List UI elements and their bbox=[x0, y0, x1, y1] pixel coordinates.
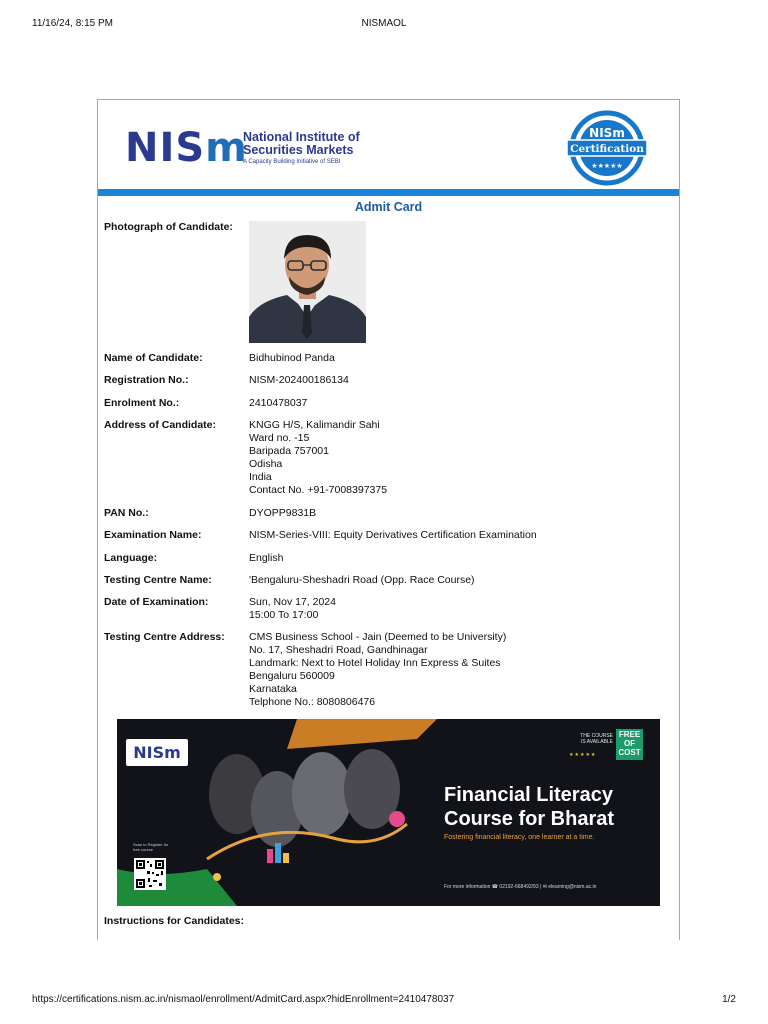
admit-card bbox=[97, 99, 680, 940]
exam-label: Examination Name: bbox=[104, 529, 202, 541]
pan-number: DYOPP9831B bbox=[249, 507, 317, 519]
badge-line1: NISm bbox=[589, 126, 625, 140]
centre-address-line: Karnataka bbox=[249, 683, 297, 695]
qr-code-icon[interactable] bbox=[134, 858, 166, 890]
centre-address bbox=[249, 631, 506, 709]
print-header bbox=[32, 18, 736, 32]
exam-time: 15:00 To 17:00 bbox=[249, 609, 319, 621]
registration-label: Registration No.: bbox=[104, 374, 189, 386]
exam-date bbox=[249, 596, 336, 622]
card-title: Admit Card bbox=[354, 200, 423, 214]
print-datetime: 11/16/24, 8:15 PM bbox=[32, 18, 113, 29]
enrolment-label: Enrolment No.: bbox=[104, 397, 180, 409]
institute-subtitle: A Capacity Building Initiative of SEBI bbox=[243, 159, 341, 165]
language-value: English bbox=[249, 552, 284, 564]
print-url: https://certifications.nism.ac.in/nismaol/enrollment/AdmitCard.aspx?hidEnrollment=2410478037 bbox=[32, 994, 455, 1005]
centre-address-line: CMS Business School - Jain (Deemed to be University) bbox=[249, 631, 507, 643]
centre-address-line: Bengaluru 560009 bbox=[249, 670, 335, 682]
registration-number: NISM-202400186134 bbox=[249, 374, 349, 386]
centre-address-line: Telphone No.: 8080806476 bbox=[249, 696, 376, 708]
enrolment-number: 2410478037 bbox=[249, 397, 308, 409]
institute-name: National Institute of Securities Markets bbox=[243, 130, 360, 157]
pan-label: PAN No.: bbox=[104, 507, 149, 519]
name-label: Name of Candidate: bbox=[104, 352, 203, 364]
address-line: Contact No. +91-7008397375 bbox=[249, 484, 388, 496]
language-label: Language: bbox=[104, 552, 158, 564]
page-number: 1/2 bbox=[722, 994, 736, 1005]
candidate-address bbox=[249, 419, 387, 497]
promo-banner[interactable] bbox=[117, 719, 660, 906]
centre-label: Testing Centre Name: bbox=[104, 574, 212, 586]
candidate-name: Bidhubinod Panda bbox=[249, 352, 335, 364]
exam-name: NISM-Series-VIII: Equity Derivatives Certification Examination bbox=[249, 529, 537, 541]
date-label: Date of Examination: bbox=[104, 596, 209, 608]
address-label: Address of Candidate: bbox=[104, 419, 217, 431]
header-divider bbox=[98, 189, 679, 196]
address-line: Baripada 757001 bbox=[249, 445, 329, 457]
centre-name: 'Bengaluru-Sheshadri Road (Opp. Race Course) bbox=[249, 574, 475, 586]
banner-stars: ★★★★★ bbox=[569, 752, 597, 758]
banner-logo: NISm bbox=[126, 739, 188, 766]
candidate-photo bbox=[249, 221, 366, 343]
centre-address-line: Landmark: Next to Hotel Holiday Inn Express & Suites bbox=[249, 657, 501, 669]
centre-address-line: No. 17, Sheshadri Road, Gandhinagar bbox=[249, 644, 428, 656]
address-line: KNGG H/S, Kalimandir Sahi bbox=[249, 419, 380, 431]
address-line: India bbox=[249, 471, 272, 483]
certification-badge bbox=[563, 110, 651, 188]
banner-title: Financial Literacy Course for Bharat bbox=[444, 784, 615, 830]
banner-contact: For more information ☎ 02192-668492/93 | ✉ elearning@nism.ac.in bbox=[444, 884, 597, 890]
nism-logo: NISm bbox=[125, 125, 248, 171]
centre-address-label: Testing Centre Address: bbox=[104, 631, 225, 643]
address-line: Odisha bbox=[249, 458, 283, 470]
badge-line2: Certification bbox=[570, 143, 644, 155]
instructions-heading: Instructions for Candidates: bbox=[104, 915, 245, 927]
address-line: Ward no. -15 bbox=[249, 432, 310, 444]
photo-label: Photograph of Candidate: bbox=[104, 221, 233, 233]
svg-text:★★★★★: ★★★★★ bbox=[591, 163, 623, 170]
free-badge: FREE OF COST bbox=[616, 729, 643, 760]
banner-tagline: Fostering financial literacy, one learner at a time. bbox=[444, 834, 595, 841]
print-title: NISMAOL bbox=[361, 18, 407, 29]
banner-scan-text: Scan to Register for free course bbox=[133, 842, 169, 852]
exam-date-day: Sun, Nov 17, 2024 bbox=[249, 596, 336, 608]
header-logos bbox=[98, 100, 679, 188]
banner-availability: THE COURSE IS AVAILABLE bbox=[580, 733, 613, 745]
print-footer bbox=[32, 994, 736, 1008]
